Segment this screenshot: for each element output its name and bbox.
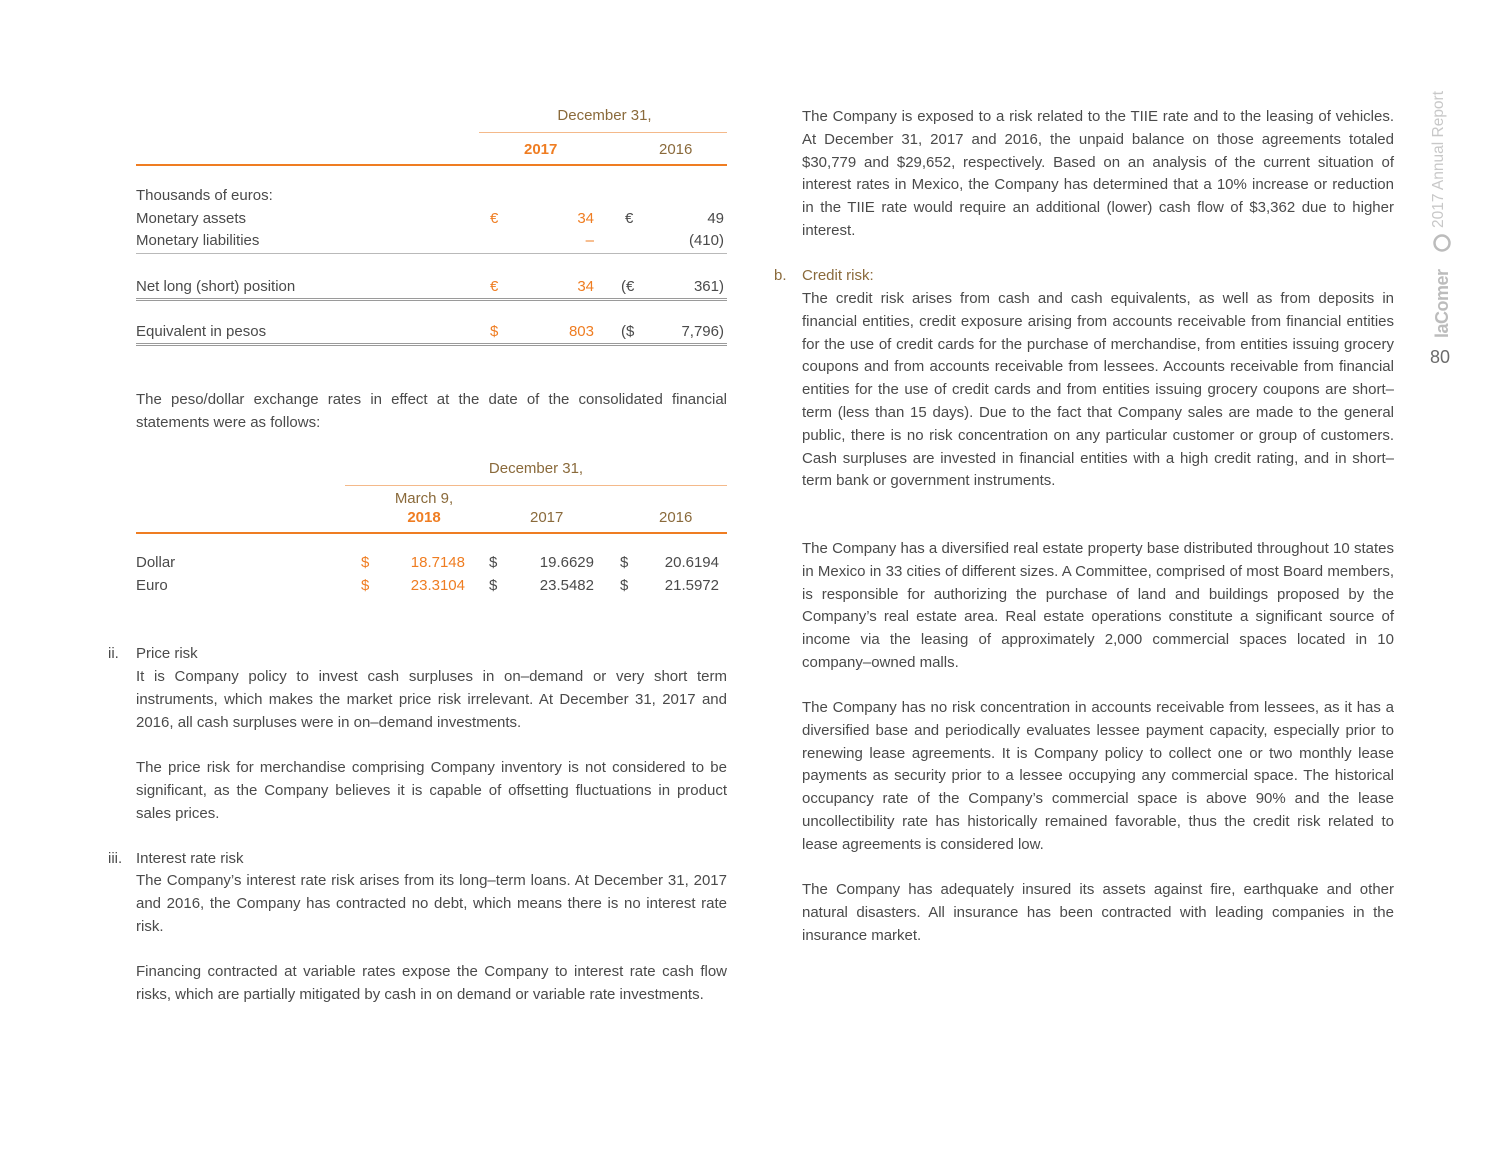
brand-logo: laComer: [1432, 269, 1452, 338]
table2-sym-2016: $: [620, 554, 629, 571]
table2-header-rule: [136, 532, 727, 534]
brand-swirl-icon: [1433, 234, 1451, 252]
lessees-paragraph: The Company has no risk concentration in accounts receivable from lessees, as it has a diversified base and periodically evaluates lessee payment capacity, especially prior to renewing lease agreements. It is Company policy to collect one or two monthly lease payments as security prior to a lessee occupying any commercial space. The historical occupancy rate of the Company’s commercial space is above 90% and the lease uncollectibility rate has historically remained favorable, thus the credit risk related to lease agreements is considered low.: [802, 699, 1394, 853]
table2-sym-march: $: [361, 577, 370, 594]
table2-sym-2017: $: [489, 577, 498, 594]
table1-row-label: Monetary assets: [136, 210, 247, 227]
table1-header-group: December 31,: [557, 107, 652, 124]
table1-val-2017: –: [585, 232, 594, 249]
table2-header-group: December 31,: [488, 460, 584, 477]
table2-val-march: 18.7148: [410, 554, 465, 571]
report-title: 2017 Annual Report: [1430, 90, 1447, 228]
table2-col-march-line2: 2018: [407, 509, 441, 526]
table1-val-2016: 361): [693, 278, 724, 295]
table2-sym-march: $: [361, 554, 370, 571]
table2-col-march-line1: March 9,: [394, 490, 454, 507]
price-risk-marker: ii.: [108, 645, 119, 662]
table1-col-2017: 2017: [524, 141, 558, 158]
table1-subtotal-rule: [136, 253, 727, 254]
table1-col-2016: 2016: [659, 141, 693, 158]
interest-risk-paragraph-2: Financing contracted at variable rates expose the Company to interest rate cash flow risks, which are partially mitigated by cash in on demand or variable rate investments.: [136, 963, 727, 1003]
table2-val-2017: 19.6629: [539, 554, 594, 571]
table1-row-label: Equivalent in pesos: [136, 323, 267, 340]
insurance-paragraph: The Company has adequately insured its assets against fire, earthquake and other natural disasters. All insurance has been contracted with leading companies in the insurance market.: [802, 881, 1394, 944]
table2-row-label: Euro: [136, 577, 168, 594]
table1-val-2017: 803: [568, 323, 594, 340]
page-number: 80: [1430, 347, 1451, 367]
table1-header-rule: [136, 164, 727, 166]
table1-sym-2016: (€: [621, 278, 635, 295]
table2-col-2017: 2017: [530, 509, 564, 526]
table1-row-label: Monetary liabilities: [136, 232, 260, 249]
price-risk-title: Price risk: [136, 645, 198, 662]
table1-val-2016: 7,796): [681, 323, 724, 340]
table2-val-2017: 23.5482: [539, 577, 594, 594]
price-risk-paragraph-1: It is Company policy to invest cash surpluses in on–demand or very short term instruments, which makes the market price risk irrelevant. At December 31, 2017 and 2016, all cash surpluses were in on–demand investments.: [136, 668, 727, 731]
table1-total-rule: [136, 343, 727, 346]
interest-risk-marker: iii.: [108, 850, 123, 867]
table1-row-label: Net long (short) position: [136, 278, 296, 295]
interest-risk-title: Interest rate risk: [136, 850, 244, 867]
table1-val-2016: (410): [688, 232, 724, 249]
table1-sym-2017: €: [490, 210, 499, 227]
real-estate-paragraph: The Company has a diversified real estate property base distributed throughout 10 states in Mexico in 33 cities of different sizes. A Committee, comprised of most Board members, is responsible for authorizing the purchase of land and buildings proposed by the Company’s real estate area. Real estate operations constitute a significant source of income via the leasing of approximately 2,000 commercial spaces located in 10 company–owned malls.: [802, 540, 1394, 671]
table1-val-2016: 49: [707, 210, 724, 227]
table1-sym-2016: ($: [621, 323, 635, 340]
table1-val-2017: 34: [577, 210, 594, 227]
exchange-rates-intro: The peso/dollar exchange rates in effect at the date of the consolidated financial statements were as follows:: [136, 391, 727, 431]
credit-risk-title: Credit risk:: [802, 267, 874, 284]
credit-risk-marker: b.: [774, 267, 787, 284]
table1-group-rule: [479, 132, 727, 133]
table1-sym-2017: $: [490, 323, 499, 340]
table1-sym-2017: €: [490, 278, 499, 295]
table2-sym-2017: $: [489, 554, 498, 571]
table1-total-rule: [136, 298, 727, 301]
table2-group-rule: [345, 485, 727, 486]
price-risk-paragraph-2: The price risk for merchandise comprising Company inventory is not considered to be significant, as the Company believes it is capable of offsetting fluctuations in product sales prices.: [136, 759, 727, 822]
table1-section-label: Thousands of euros:: [136, 187, 273, 204]
table2-col-2016: 2016: [659, 509, 693, 526]
tiie-paragraph: The Company is exposed to a risk related to the TIIE rate and to the leasing of vehicles. At December 31, 2017 and 2016, the unpaid balance on those agreements totaled $30,779 and $29,652, respectively. Based on an analysis of the current situation of interest rates in Mexico, the Company has determined that a 10% increase or reduction in the TIIE rate would require an additional (lower) cash flow of $3,362 due to higher interest.: [802, 108, 1394, 239]
interest-risk-paragraph-1: The Company’s interest rate risk arises from its long–term loans. At December 31, 2017 and 2016, the Company has contracted no debt, which means there is no interest rate risk.: [136, 872, 727, 935]
credit-risk-paragraph: The credit risk arises from cash and cash equivalents, as well as from deposits in financial entities, credit exposure arising from accounts receivable from financial entities for the use of credit cards for the purchase of merchandise, from entities issuing grocery coupons and from accounts receivable from lessees. Accounts receivable from financial entities for the use of credit cards and from entities issuing grocery coupons are short–term (less than 15 days). Due to the fact that Company sales are made to the general public, there is no risk concentration on any particular customer or group of customers. Cash surpluses are invested in financial entities with a high credit rating, and in short–term bank or government instruments.: [802, 290, 1394, 490]
table2-sym-2016: $: [620, 577, 629, 594]
table1-val-2017: 34: [577, 278, 594, 295]
table2-val-2016: 21.5972: [664, 577, 719, 594]
table1-sym-2016: €: [625, 210, 634, 227]
table2-val-2016: 20.6194: [664, 554, 719, 571]
table2-row-label: Dollar: [136, 554, 176, 571]
table2-val-march: 23.3104: [410, 577, 465, 594]
